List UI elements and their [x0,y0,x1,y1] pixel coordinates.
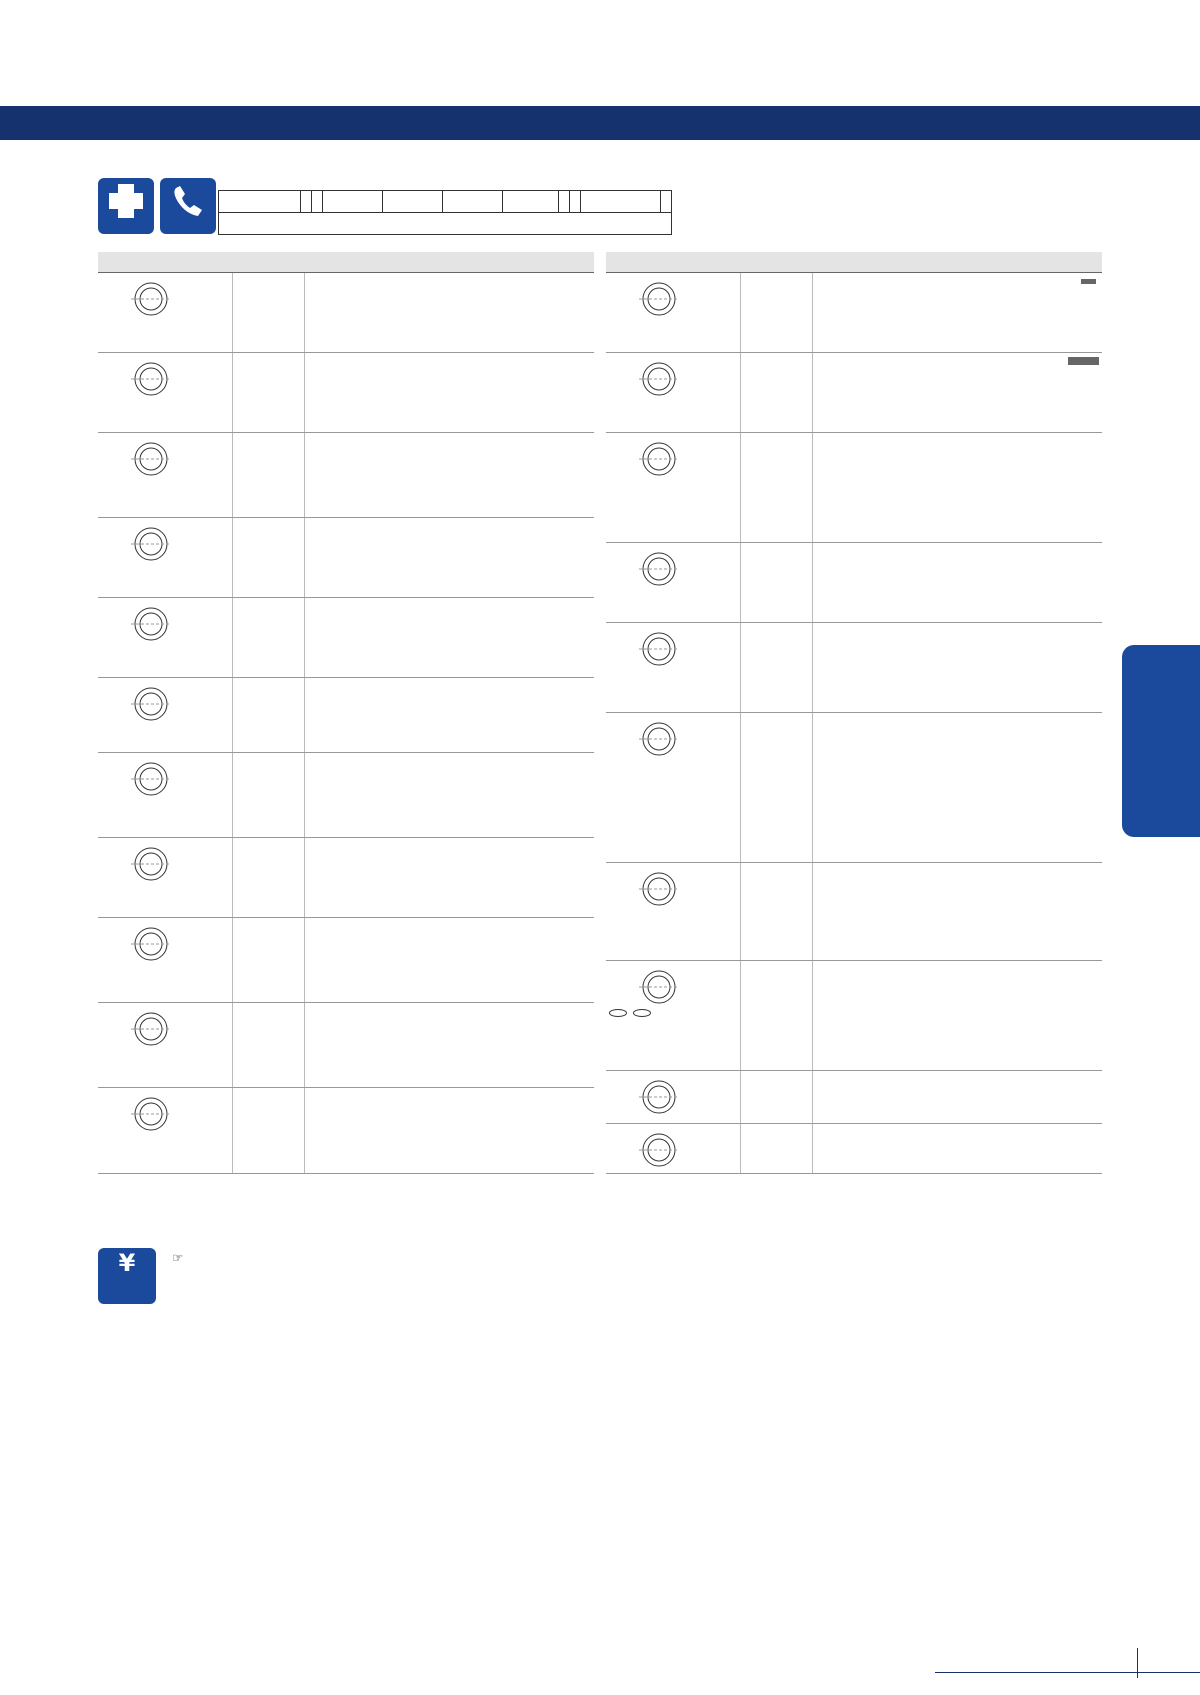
engraving-sample [609,1009,737,1017]
drawing-icon [609,545,737,589]
reference-icon: ☞ [171,1250,184,1265]
addition-row [606,862,1102,960]
col-add [606,252,740,272]
footer-vline [1137,1648,1138,1678]
engraving-text [633,1009,651,1017]
hdr [301,191,312,213]
addition-row [606,622,1102,712]
drawing-icon [101,755,229,799]
drawing-icon [609,715,737,759]
hdr [383,191,443,213]
addition-badge [98,178,154,234]
addition-row [606,352,1102,432]
drawing-icon [609,1073,737,1117]
addition-row [606,712,1102,862]
drawing-icon [101,840,229,884]
col-desc [304,252,594,272]
price-badge [98,1248,156,1304]
order-badge [160,178,216,234]
addition-row [98,1087,594,1173]
addition-row [98,432,594,517]
drawing-icon [609,625,737,669]
hdr [661,191,672,213]
phone-icon [160,178,216,222]
drawing-icon [101,275,229,319]
header-band [0,110,1200,140]
discount-title [164,1250,183,1265]
aac-table [1068,357,1099,365]
code-example-row [219,213,672,235]
hdr [443,191,503,213]
drawing-icon [101,600,229,644]
addition-row [98,837,594,917]
col-desc [812,252,1102,272]
hdr [570,191,581,213]
code-example-table [218,190,672,235]
addition-row [606,432,1102,542]
plus-icon [98,178,154,222]
addition-row [98,272,594,352]
col-add [98,252,232,272]
drawing-icon [101,1005,229,1049]
footer-line [935,1672,1200,1673]
addition-row [98,677,594,752]
addition-row [98,597,594,677]
addition-row [606,960,1102,1070]
drawing-icon [609,355,737,399]
category-side-tab [1122,645,1200,837]
hdr [312,191,323,213]
addition-row [98,752,594,837]
brand-logo [888,58,1138,112]
addition-row [606,542,1102,622]
drawing-icon [101,355,229,399]
hdr [559,191,570,213]
drawing-icon [101,920,229,964]
right-addition-table [606,252,1102,1174]
hdr [219,191,301,213]
hdr [581,191,661,213]
hdr [503,191,559,213]
engraving-text [609,1009,627,1017]
addition-row [98,517,594,597]
addition-row [606,1070,1102,1123]
drawing-icon [609,435,737,479]
hdr [323,191,383,213]
code-headers [219,191,672,213]
yen-icon: ¥ [118,1249,136,1277]
drawing-icon [101,435,229,479]
addition-row [606,272,1102,352]
addition-row [606,1123,1102,1173]
drawing-icon [101,520,229,564]
drawing-icon [609,1126,737,1170]
addition-row [98,917,594,1002]
drawing-icon [609,275,737,319]
drawing-icon [609,865,737,909]
drawing-icon [609,963,737,1007]
drawing-icon [101,1090,229,1134]
col-code [232,252,304,272]
addition-row [98,1002,594,1087]
gvc-table [1081,279,1096,284]
col-code [740,252,812,272]
left-addition-table [98,252,594,1174]
addition-row [98,352,594,432]
drawing-icon [101,680,229,724]
